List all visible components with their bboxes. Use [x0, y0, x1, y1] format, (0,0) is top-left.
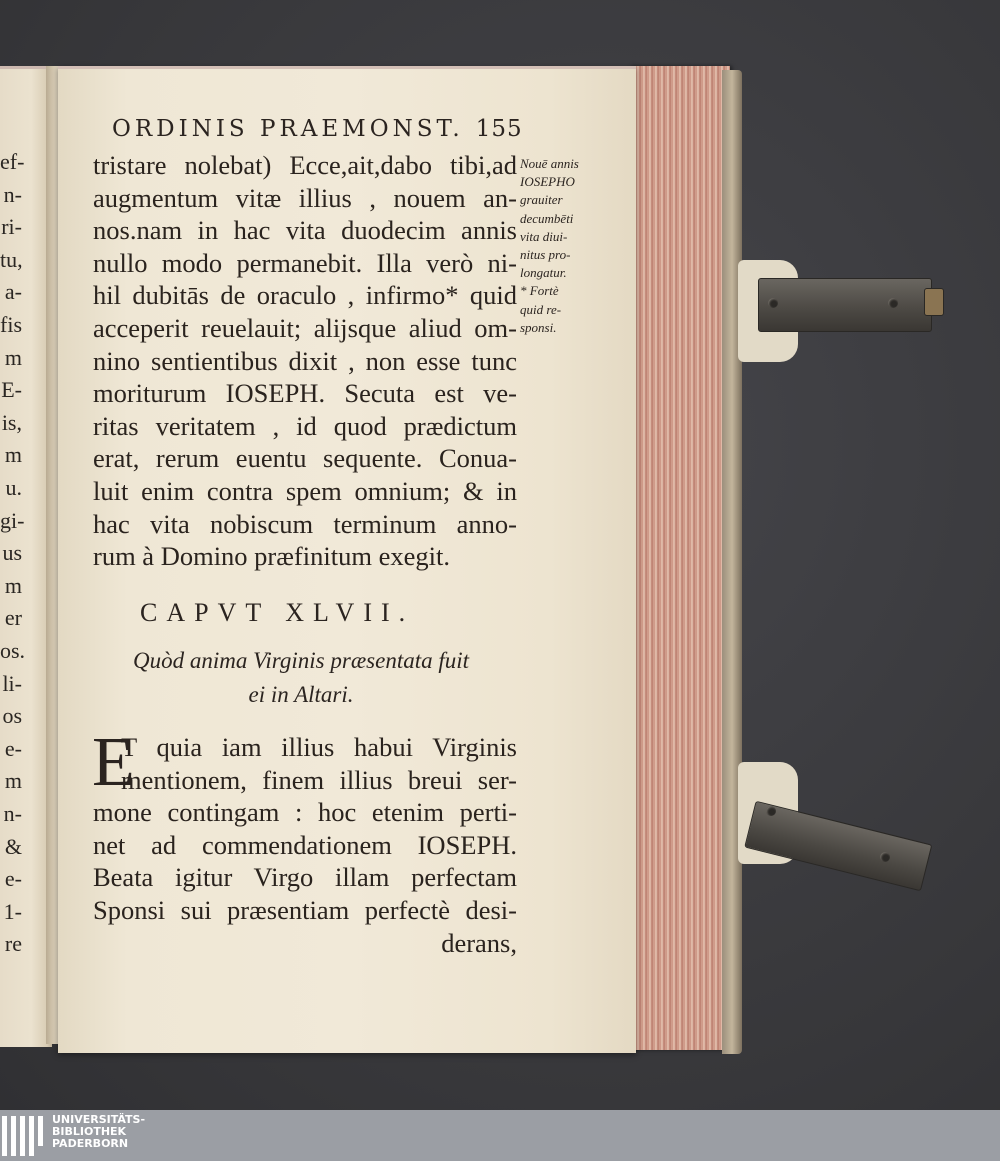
left-page-fragment: tu, [0, 246, 23, 272]
left-page [0, 66, 52, 1047]
left-page-fragment: m [4, 572, 22, 598]
margin-note-line: quid re- [520, 301, 562, 317]
text-line: nullo modo permanebit. Illa verò ni- [93, 247, 517, 278]
left-page-fragment: er [4, 605, 22, 631]
left-page-fragment: u. [5, 475, 22, 500]
left-page-fragment: li- [2, 670, 22, 696]
page-edges [630, 66, 730, 1050]
text-line: tristare nolebat) Ecce,ait,dabo tibi,ad [93, 150, 517, 180]
left-page-fragment: os. [0, 638, 26, 663]
margin-note-line: IOSEPHO [520, 174, 575, 190]
margin-note-line: * Fortè [520, 283, 559, 299]
left-page-fragment: ef- [0, 149, 25, 174]
text-line: Sponsi sui præsentiam perfectè desi- [93, 895, 517, 925]
chapter-subtitle-line2: ei in Altari. [248, 682, 354, 707]
library-logo-icon [2, 1116, 46, 1156]
text-line: Beata igitur Virgo illam perfectam [93, 862, 517, 893]
left-page-fragment: E- [1, 377, 22, 403]
left-page-fragment: m [4, 768, 22, 794]
rivet [766, 806, 776, 816]
drop-cap: E [92, 724, 135, 801]
margin-note-line: sponsi. [520, 319, 557, 335]
left-page-fragment: fis [0, 312, 22, 337]
left-page-fragment: us [2, 540, 22, 566]
text-line: rum à Domino præfinitum exegit. [93, 541, 450, 572]
text-line: nino sentientibus dixit , non esse tunc [93, 345, 517, 376]
left-page-fragment: ri- [1, 214, 22, 240]
margin-note-line: Nouē annis [520, 156, 579, 171]
text-line: erat, rerum euentu sequente. Conua- [93, 443, 517, 474]
text-line: net ad commendationem IOSEPH. [93, 829, 517, 860]
text-line: hac vita nobiscum terminum anno- [93, 508, 517, 539]
margin-note-line: nitus pro- [520, 247, 571, 262]
chapter-title: CAPVT XLVII. [140, 598, 415, 627]
left-page-fragment: m [4, 344, 22, 370]
left-page-fragment: is, [1, 409, 22, 435]
left-page-fragment: 1- [3, 898, 22, 924]
text-line: ritas veritatem , id quod prædictum [93, 410, 517, 441]
left-page-fragment: n- [3, 801, 22, 826]
left-page-fragment: re [4, 931, 22, 957]
clasp-top-hook [924, 288, 944, 316]
text-line: augmentum vitæ illius , nouem an- [93, 182, 517, 213]
logo-line-3: PADERBORN [52, 1137, 129, 1150]
running-head-text: ORDINIS PRAEMONST. [112, 116, 464, 142]
margin-note-line: vita diui- [520, 228, 568, 244]
left-page-fragment: gi- [0, 507, 25, 533]
left-page-fragment: e- [4, 735, 22, 761]
left-page-fragment: & [4, 833, 22, 859]
rivet [880, 852, 890, 862]
margin-note-line: longatur. [520, 265, 567, 281]
text-line: luit enim contra spem omnium; & in [93, 476, 517, 506]
left-page-fragment: e- [4, 866, 22, 892]
chapter-subtitle-line1: Quòd anima Virginis præsentata fuit [132, 648, 470, 673]
left-page-fragment: os [2, 703, 22, 729]
logo-line-1: UNIVERSITÄTS- [52, 1113, 146, 1126]
text-line: nos.nam in hac vita duodecim annis [93, 215, 517, 246]
text-line: acceperit reuelauit; alijsque aliud om- [93, 313, 517, 343]
left-page-fragment: n- [3, 181, 22, 207]
text-line: mone contingam : hoc etenim perti- [93, 797, 517, 828]
left-page-fragment: a- [4, 279, 22, 305]
margin-note-line: decumbēti [520, 210, 574, 226]
clasp-top-strap [758, 278, 932, 332]
left-page-fragment: m [4, 442, 22, 468]
book-cover-edge [722, 70, 742, 1054]
running-head [112, 116, 523, 142]
text-line: derans, [441, 927, 517, 958]
rivet [888, 298, 898, 308]
logo-line-2: BIBLIOTHEK [52, 1125, 127, 1138]
page-number: 155 [475, 116, 523, 142]
margin-note-line: grauiter [520, 192, 563, 208]
footer-bar [0, 1110, 1000, 1161]
rivet [768, 298, 778, 308]
text-line: hil dubitās de oraculo , infirmo* quid [93, 280, 517, 311]
library-logo-text [52, 1114, 145, 1150]
text-line: moriturum IOSEPH. Secuta est ve- [93, 378, 517, 409]
text-line: mentionem, finem illius breui ser- [121, 764, 517, 795]
text-line: T quia iam illius habui Virginis [121, 732, 517, 762]
